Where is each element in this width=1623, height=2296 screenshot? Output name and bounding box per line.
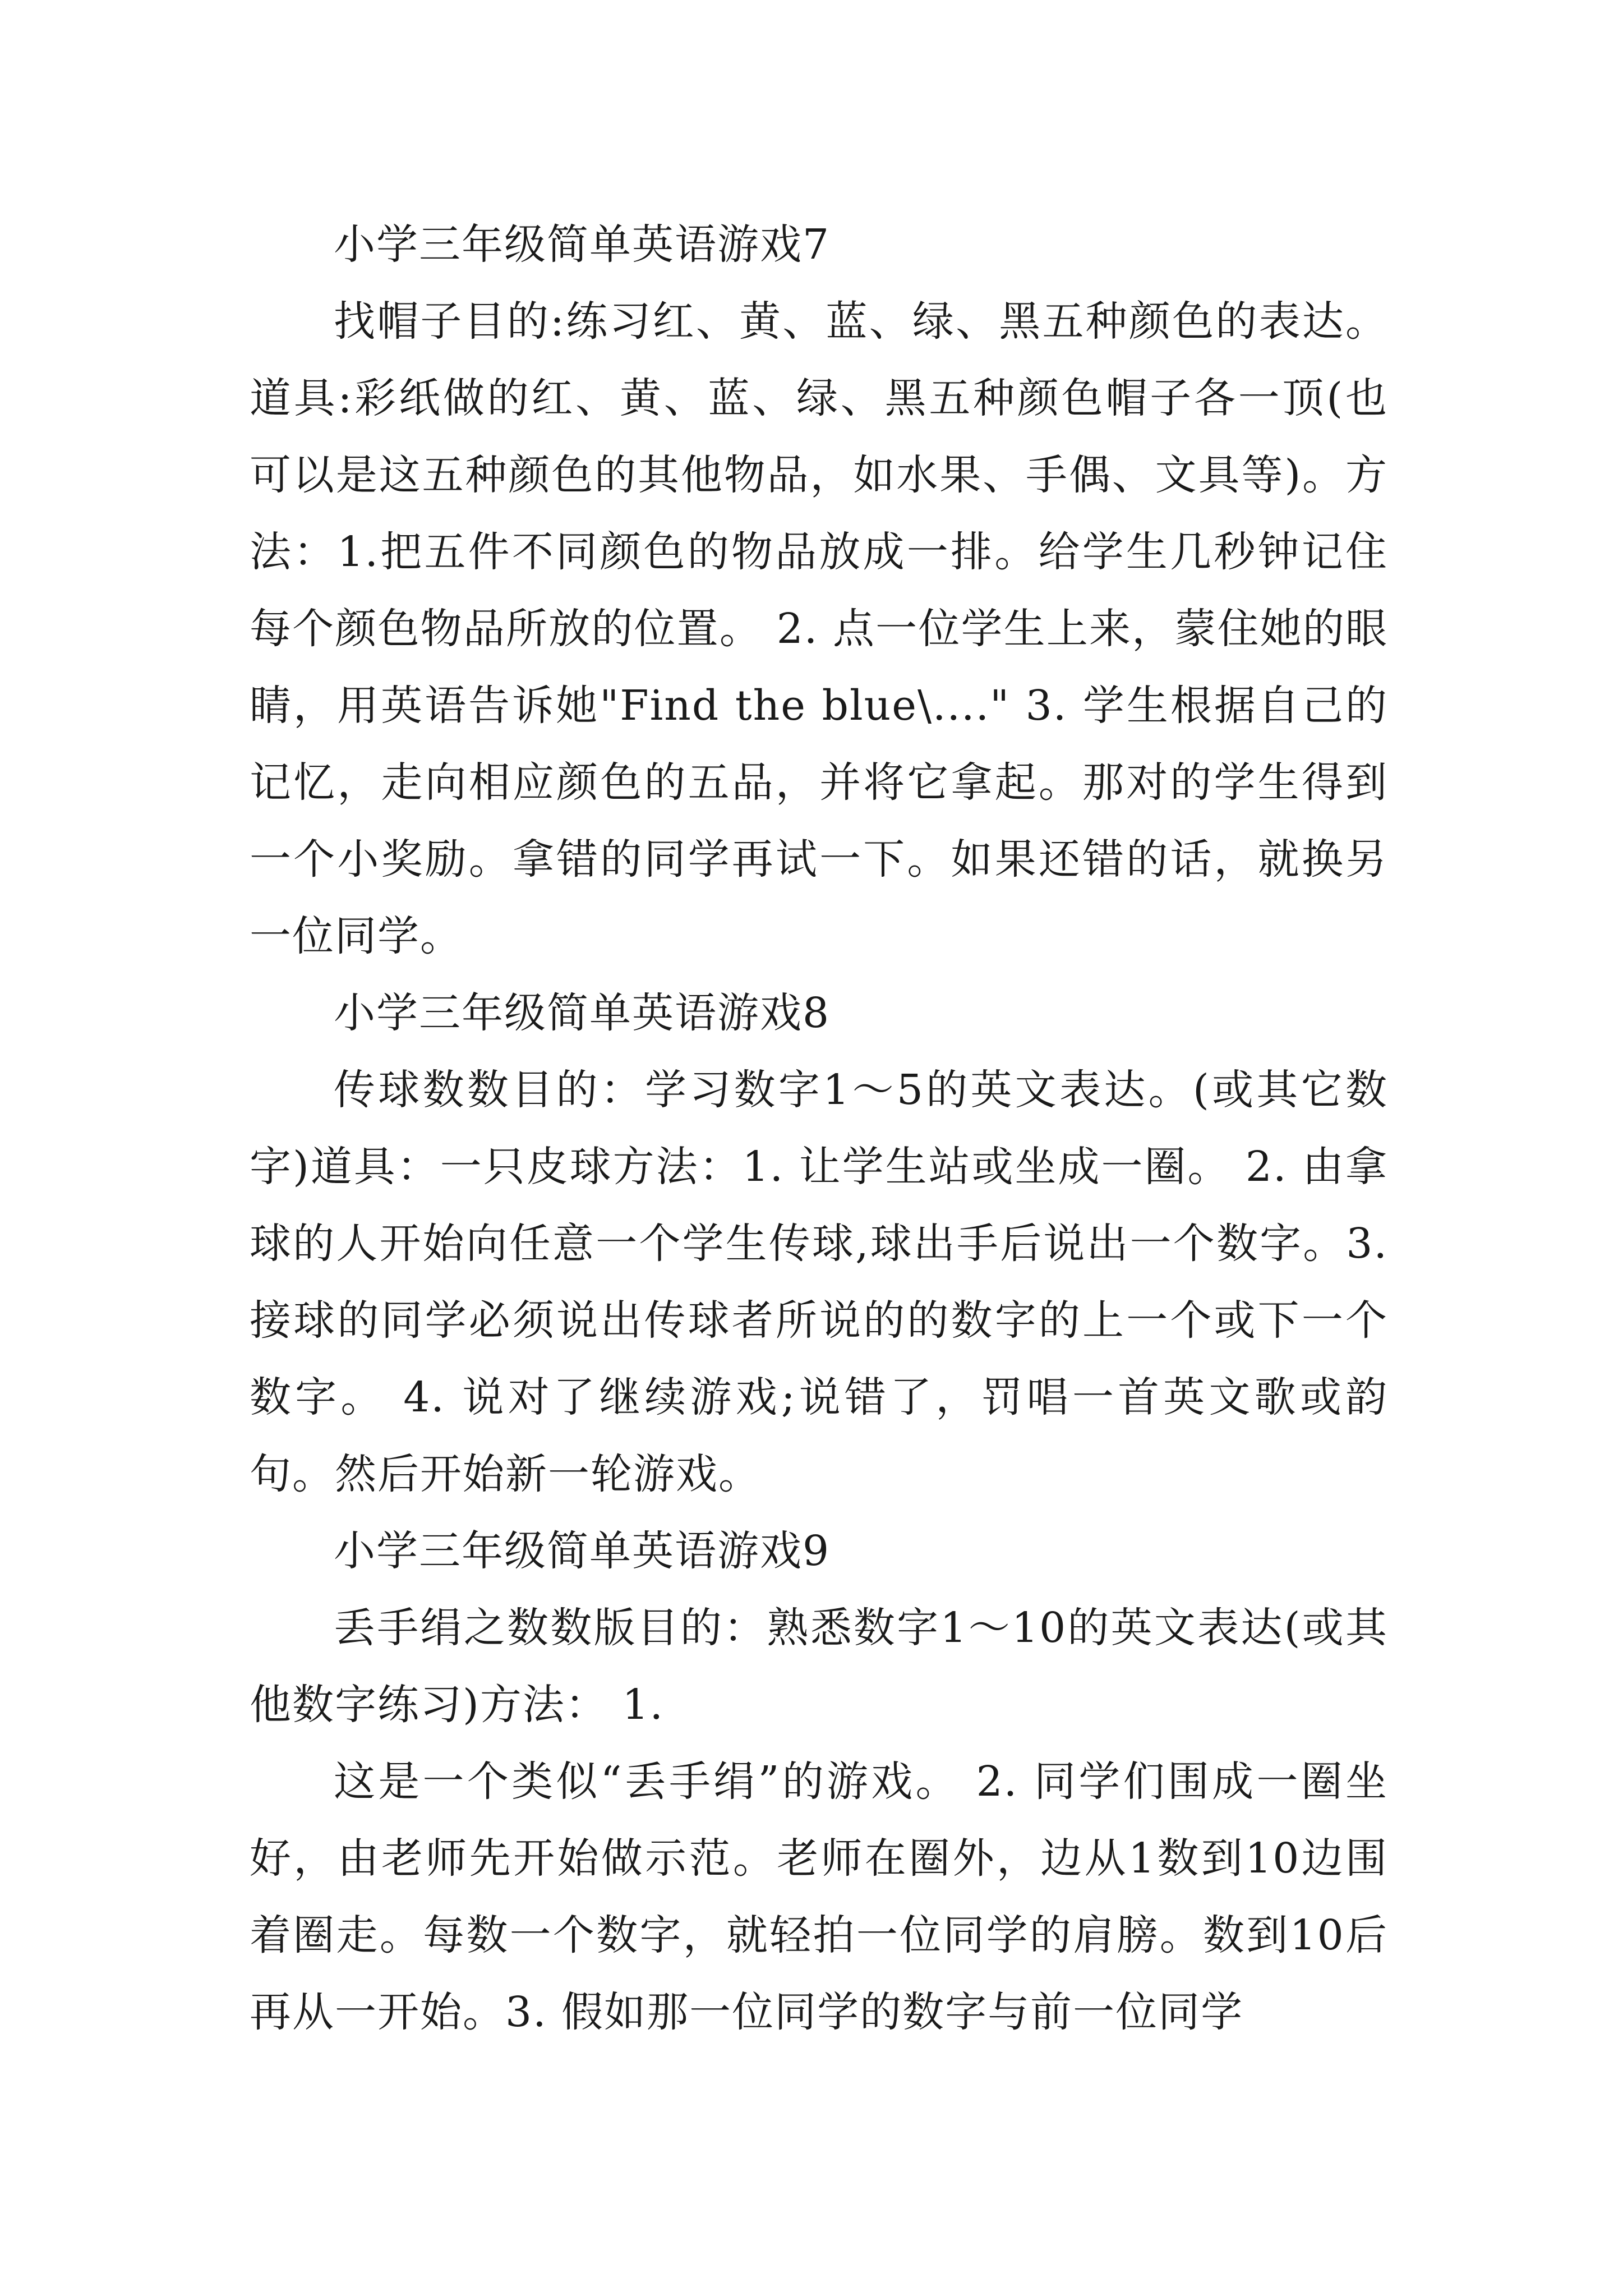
body-paragraph: 这是一个类似“丢手绢”的游戏。 2. 同学们围成一圈坐好，由老师先开始做示范。老师在圈外，边从1数到10边围着圈走。每数一个数字，就轻拍一位同学的肩膀。数到10后再从一开始。3. 假如那一位同学的数字与前一位同学 [250,1757,1388,2036]
section-heading: 小学三年级简单英语游戏9 [334,1527,831,1575]
body-paragraph: 传球数数目的：学习数字1～5的英文表达。(或其它数字)道具：一只皮球方法：1. 让学生站或坐成一圈。 2. 由拿球的人开始向任意一个学生传球,球出手后说出一个数字。3. 接球的同学必须说出传球者所说的的数字的上一个或下一个数字。 4. 说对了继续游戏;说错了，罚唱一首英文歌或韵句。然后开始新一轮游戏。 [250,1066,1388,1498]
body-paragraph: 丢手绢之数数版目的：熟悉数字1～10的英文表达(或其他数字练习)方法： 1. [250,1604,1388,1729]
section-heading: 小学三年级简单英语游戏7 [334,220,831,269]
document-body [250,206,1388,2051]
body-paragraph: 找帽子目的:练习红、黄、蓝、绿、黑五种颜色的表达。道具:彩纸做的红、黄、蓝、绿、黑五种颜色帽子各一顶(也可以是这五种颜色的其他物品，如水果、手偶、文具等)。方法：1.把五件不同颜色的物品放成一排。给学生几秒钟记住每个颜色物品所放的位置。 2. 点一位学生上来，蒙住她的眼睛，用英语告诉她"Find the blue\...." 3. 学生根据自己的记忆，走向相应颜色的五品，并将它拿起。那对的学生得到一个小奖励。拿错的同学再试一下。如果还错的话，就换另一位同学。 [250,297,1388,960]
section-heading: 小学三年级简单英语游戏8 [334,989,831,1037]
